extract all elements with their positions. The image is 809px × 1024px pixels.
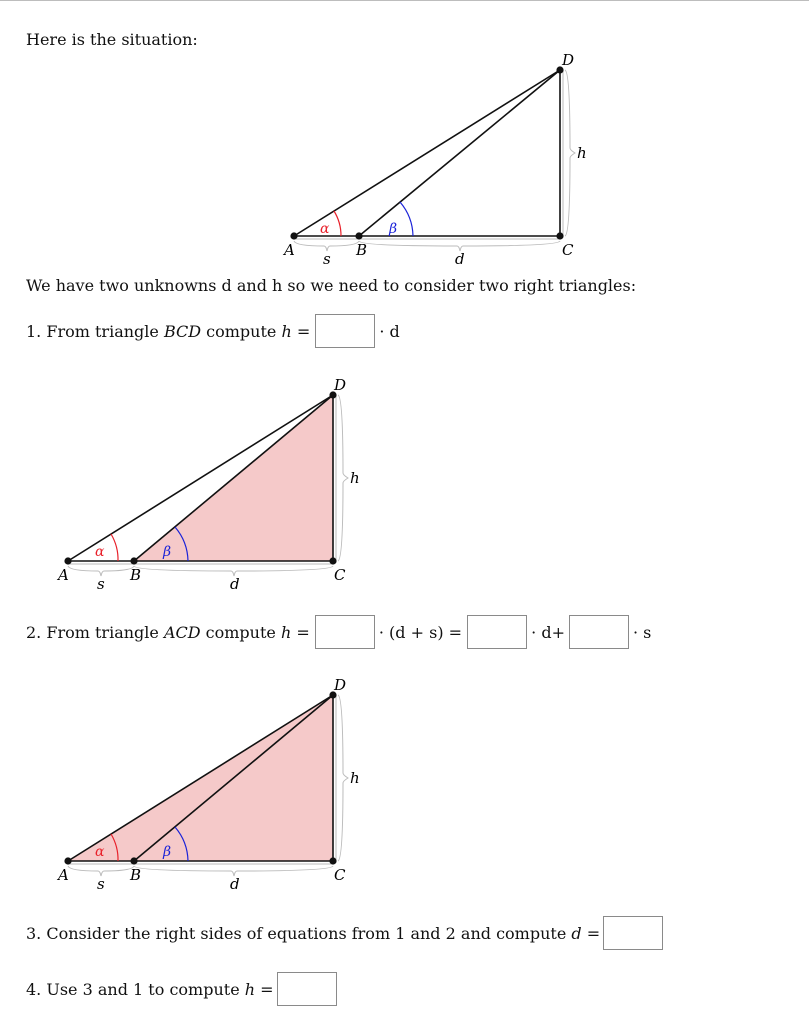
label-dist-d: d xyxy=(230,575,240,593)
answer-2c-input[interactable] xyxy=(569,615,629,649)
label-s: s xyxy=(97,875,105,893)
step-3 xyxy=(26,916,663,950)
step-1-var: h xyxy=(281,321,292,341)
label-d: D xyxy=(334,676,347,694)
label-s: s xyxy=(97,575,105,593)
step-1-text: From triangle xyxy=(46,321,164,341)
label-c: C xyxy=(562,241,574,259)
label-a: A xyxy=(284,241,295,259)
point-c xyxy=(329,857,336,864)
step-1-tri: BCD xyxy=(163,321,202,341)
step-2-var: h xyxy=(280,622,292,642)
step-4 xyxy=(26,972,337,1006)
step-2-after: · s xyxy=(632,622,652,642)
step-3-text: 3. Consider the right sides of equations from 1 and 2 and compute xyxy=(26,923,572,943)
point-a xyxy=(64,857,71,864)
step-1 xyxy=(26,314,400,348)
step-2-num: 2. xyxy=(26,622,42,642)
label-dist-d: d xyxy=(455,250,465,268)
intro-text: Here is the situation: xyxy=(26,30,198,49)
answer-2a-input[interactable] xyxy=(315,615,375,649)
point-c xyxy=(556,232,563,239)
step-1-num: 1. xyxy=(26,321,42,341)
label-b: B xyxy=(130,866,142,884)
step-2-tri: ACD xyxy=(163,622,201,642)
step-2-eq: = xyxy=(291,622,310,642)
point-b xyxy=(130,857,137,864)
label-a: A xyxy=(58,866,69,884)
figure-triangle-bcd xyxy=(45,370,375,595)
step-3-eq: = xyxy=(581,923,601,943)
label-d: D xyxy=(334,376,347,394)
answer-1-input[interactable] xyxy=(315,314,375,348)
step-4-text: 4. Use 3 and 1 to compute xyxy=(26,979,245,999)
figure-situation xyxy=(270,45,600,270)
point-c xyxy=(329,557,336,564)
step-4-var: h xyxy=(244,979,256,999)
step-2-compute: compute xyxy=(200,622,281,642)
figure-triangle-acd xyxy=(45,670,375,895)
label-dist-d: d xyxy=(230,875,240,893)
step-4-eq: = xyxy=(255,979,274,999)
step-2 xyxy=(26,615,651,649)
point-a xyxy=(290,232,297,239)
label-alpha: α xyxy=(320,221,330,237)
point-b xyxy=(130,557,137,564)
point-a xyxy=(64,557,71,564)
answer-2b-input[interactable] xyxy=(467,615,527,649)
label-b: B xyxy=(130,566,142,584)
label-s: s xyxy=(323,250,331,268)
label-b: B xyxy=(356,241,368,259)
answer-4-input[interactable] xyxy=(277,972,337,1006)
step-1-compute: compute xyxy=(201,321,282,341)
label-c: C xyxy=(334,566,346,584)
top-border xyxy=(0,0,809,1)
label-alpha: α xyxy=(95,544,105,560)
label-alpha: α xyxy=(95,844,105,860)
step-1-eq: = xyxy=(291,321,311,341)
label-h: h xyxy=(350,469,360,487)
label-beta: β xyxy=(163,844,172,860)
step-2-mid1: · (d + s) = xyxy=(378,622,463,642)
label-d: D xyxy=(562,51,575,69)
label-a: A xyxy=(58,566,69,584)
answer-3-input[interactable] xyxy=(603,916,663,950)
point-b xyxy=(355,232,362,239)
step-2-mid2: · d+ xyxy=(531,622,565,642)
subintro-text: We have two unknowns d and h so we need to consider two right triangles: xyxy=(26,276,637,295)
step-2-text: From triangle xyxy=(46,622,164,642)
label-beta: β xyxy=(163,544,172,560)
label-beta: β xyxy=(389,221,398,237)
step-3-var: d xyxy=(571,923,582,943)
label-h: h xyxy=(577,144,587,162)
label-c: C xyxy=(334,866,346,884)
step-1-after: · d xyxy=(379,321,400,341)
label-h: h xyxy=(350,769,360,787)
